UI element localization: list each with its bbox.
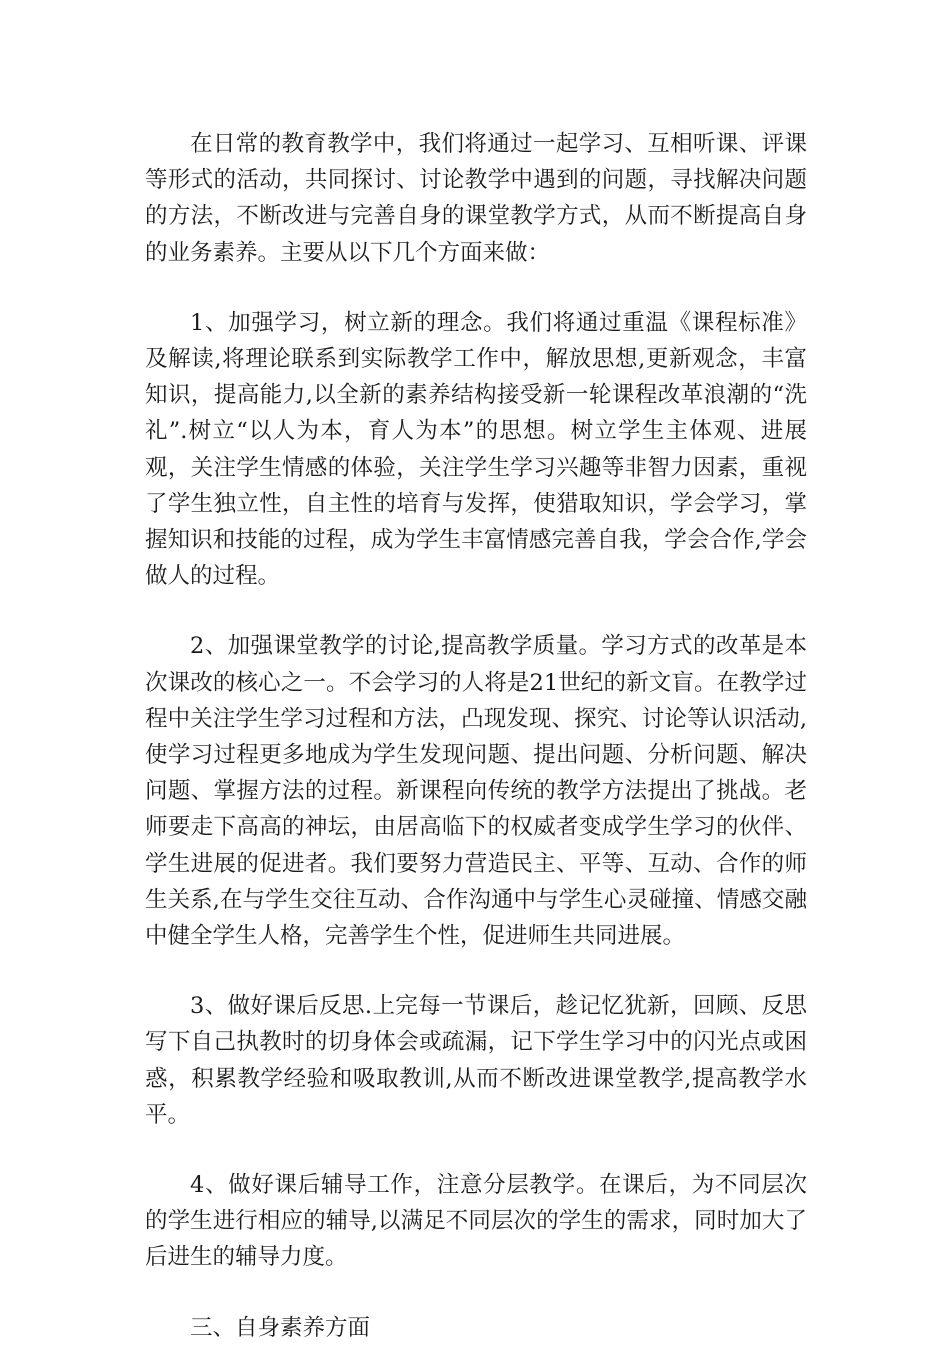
document-page [145, 126, 807, 1346]
paragraph-item-1: 1、加强学习，树立新的理念。我们将通过重温《课程标准》及解读,将理论联系到实际教学工作中，解放思想,更新观念，丰富知识，提高能力,以全新的素养结构接受新一轮课程改革浪潮的“洗礼”.树立“以人为本，育人为本”的思想。树立学生主体观、进展观，关注学生情感的体验，关注学生学习兴趣等非智力因素，重视了学生独立性，自主性的培育与发挥，使猎取知识，学会学习，掌握知识和技能的过程，成为学生丰富情感完善自我，学会合作,学会做人的过程。 [145, 309, 807, 590]
paragraph-item-4: 4、做好课后辅导工作，注意分层教学。在课后，为不同层次的学生进行相应的辅导,以满足不同层次的学生的需求，同时加大了后进生的辅导力度。 [145, 1172, 807, 1271]
paragraph-intro: 在日常的教育教学中，我们将通过一起学习、互相听课、评课等形式的活动，共同探讨、讨论教学中遇到的问题，寻找解决问题的方法，不断改进与完善自身的课堂教学方式，从而不断提高自身的业务素养。主要从以下几个方面来做： [145, 131, 807, 266]
paragraph-item-2: 2、加强课堂教学的讨论,提高教学质量。学习方式的改革是本次课改的核心之一。不会学习的人将是21世纪的新文盲。在教学过程中关注学生学习过程和方法，凸现发现、探究、讨论等认识活动,使学习过程更多地成为学生发现问题、提出问题、分析问题、解决问题、掌握方法的过程。新课程向传统的教学方法提出了挑战。老师要走下高高的神坛，由居高临下的权威者变成学生学习的伙伴、学生进展的促进者。我们要努力营造民主、平等、互动、合作的师生关系,在与学生交往互动、合作沟通中与学生心灵碰撞、情感交融中健全学生人格，完善学生个性，促进师生共同进展。 [145, 633, 807, 950]
section-heading: 三、自身素养方面 [190, 1314, 371, 1341]
paragraph-item-3: 3、做好课后反思.上完每一节课后，趁记忆犹新，回顾、反思写下自己执教时的切身体会或疏漏，记下学生学习中的闪光点或困惑，积累教学经验和吸取教训,从而不断改进课堂教学,提高教学水平。 [145, 993, 807, 1128]
